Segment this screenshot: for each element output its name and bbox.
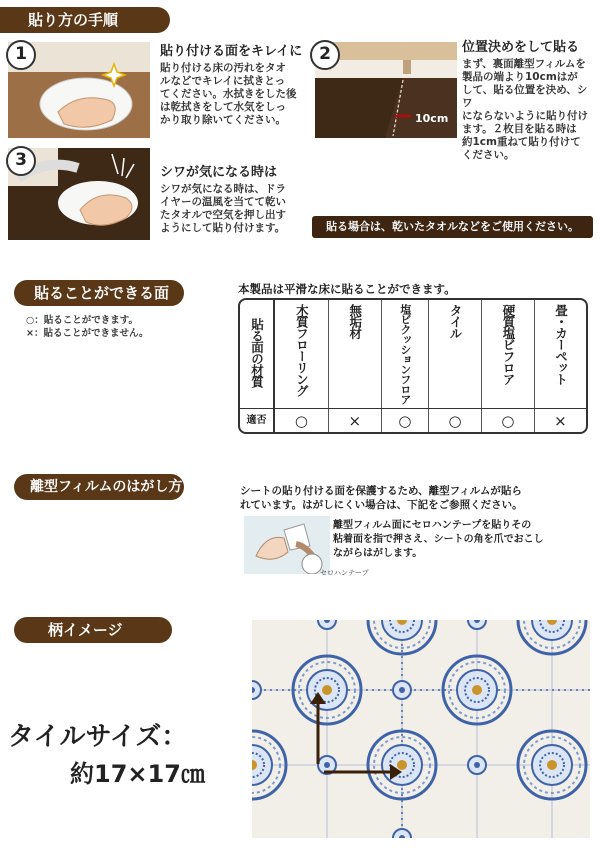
tile-size-label: タイルサイズ： <box>8 722 188 752</box>
material-name: 塩ビクッションフロア <box>398 304 412 404</box>
material-name: 無垢材 <box>347 304 363 339</box>
step1-number: 1 <box>6 40 36 70</box>
step2-measure-label: 10cm <box>415 112 449 125</box>
peel-section-title: 離型フィルムのはがし方 <box>14 474 184 500</box>
fit-mark: × <box>328 409 381 433</box>
fit-row-header: 適否 <box>240 409 274 433</box>
pattern-section-title: 柄イメージ <box>14 617 172 643</box>
material-name: タイル <box>448 304 464 339</box>
tape-label: セロハンテープ <box>320 569 369 577</box>
step2-number: 2 <box>310 40 340 70</box>
material-header-cell <box>429 300 482 409</box>
material-header-cell <box>328 300 381 409</box>
step3-heading: シワが気になる時は <box>160 165 278 180</box>
material-header-cell <box>381 300 428 409</box>
step1-heading: 貼り付ける面をキレイに <box>160 44 303 59</box>
step1-text: 貼り付ける床の汚れをタオ ルなどでキレイに拭きとっ てください。水拭きをした後 は乾拭きをして水気をしっ かり取り除いてください。 <box>160 62 297 126</box>
peel-illustration <box>244 516 330 574</box>
material-name: 畳・カーペット <box>553 304 569 385</box>
peel-detail: 離型フィルム面にセロハンテープを貼りその 粘着面を指で押さえ、シートの角を爪でおこし ながらはがします。 <box>333 520 544 559</box>
material-header-cell <box>482 300 535 409</box>
pattern-image <box>252 620 590 838</box>
steps-section-title: 貼り方の手順 <box>0 7 170 33</box>
surface-table <box>238 298 588 434</box>
usage-note-banner: 貼る場合は、乾いたタオルなどをご使用ください。 <box>312 216 593 238</box>
step2-text: まず、裏面離型フィルムを 製品の端より10cmはが して、貼る位置を決め、シワ にならないように貼り付け ます。２枚目を貼る時は 約1cm重ねて貼り付けて ください。 <box>462 58 588 161</box>
fit-mark: ○ <box>429 409 482 433</box>
fit-mark: × <box>554 411 567 430</box>
material-name: 木質フローリング <box>294 304 310 396</box>
material-row-header: 貼る面の材質 <box>240 300 274 409</box>
surface-legend <box>26 314 149 340</box>
material-name: 硬質塩ビフロア <box>500 304 516 385</box>
material-header-cell <box>534 300 586 409</box>
surface-section-title: 貼ることができる面 <box>14 280 184 306</box>
tile-pattern-svg <box>252 620 590 838</box>
legend-ng: ×：貼ることができません。 <box>26 328 149 339</box>
step3-text: シワが気になる時は、ドラ イヤーの温風を当てて乾い たタオルで空気を押し出す ようにして貼り付けます。 <box>160 183 286 234</box>
legend-ok: ○：貼ることができます。 <box>26 315 139 326</box>
tile-size-value: 約17×17㎝ <box>70 760 205 788</box>
surface-intro: 本製品は平滑な床に貼ることができます。 <box>238 282 456 296</box>
fit-mark: ○ <box>482 409 535 433</box>
fit-mark: ○ <box>381 409 428 433</box>
fit-mark: ○ <box>274 409 328 433</box>
material-header-cell <box>274 300 328 409</box>
step2-heading: 位置決めをして貼る <box>462 40 580 55</box>
step3-number: 3 <box>6 146 36 176</box>
peel-intro: シートの貼り付ける面を保護するため、離型フィルムが貼ら れています。はがしにくい場合は、下記をご参照ください。 <box>240 485 523 511</box>
